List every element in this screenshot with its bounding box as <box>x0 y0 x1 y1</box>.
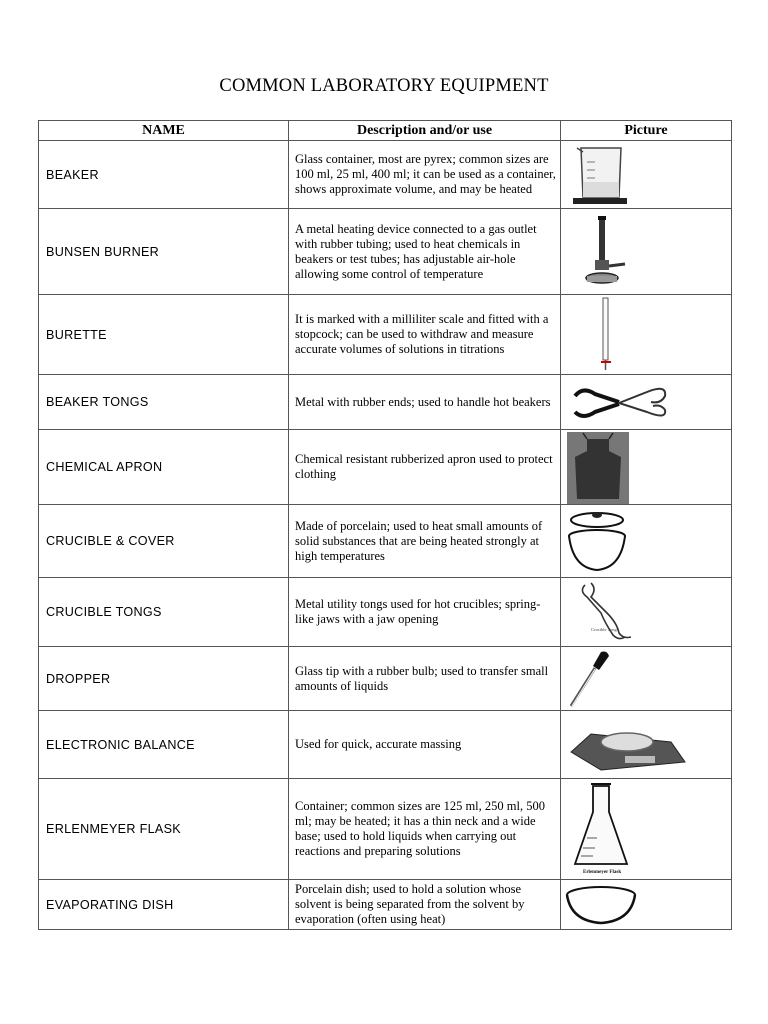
table-row <box>39 209 732 295</box>
equipment-description: Porcelain dish; used to hold a solution whose solvent is being separated from the solvent by evaporation (often using heat) <box>289 880 561 930</box>
equipment-picture <box>561 711 732 779</box>
equipment-name: CRUCIBLE TONGS <box>39 578 289 647</box>
table-row <box>39 505 732 578</box>
equipment-name: DROPPER <box>39 647 289 711</box>
table-row <box>39 141 732 209</box>
equipment-name: ELECTRONIC BALANCE <box>39 711 289 779</box>
table-row <box>39 880 732 930</box>
equipment-picture <box>561 430 732 505</box>
equipment-name: CRUCIBLE & COVER <box>39 505 289 578</box>
equipment-name: BURETTE <box>39 295 289 375</box>
equipment-description: Container; common sizes are 125 ml, 250 ml, 500 ml; may be heated; it has a thin neck and a wide base; used to hold liquids when carrying out reactions and preparing solutions <box>289 779 561 880</box>
equipment-description: Used for quick, accurate massing <box>289 711 561 779</box>
equipment-picture <box>561 505 732 578</box>
equipment-picture <box>561 880 732 930</box>
header-name: NAME <box>39 121 289 141</box>
equipment-name: BEAKER <box>39 141 289 209</box>
equipment-description: Chemical resistant rubberized apron used to protect clothing <box>289 430 561 505</box>
equipment-description: Glass container, most are pyrex; common sizes are 100 ml, 25 ml, 400 ml; it can be used as a container, shows approximate volume, and may be heated <box>289 141 561 209</box>
equipment-picture <box>561 141 732 209</box>
crucible-tongs-icon <box>561 579 731 646</box>
equipment-name: CHEMICAL APRON <box>39 430 289 505</box>
equipment-picture <box>561 578 732 647</box>
header-picture: Picture <box>561 121 732 141</box>
equipment-name: ERLENMEYER FLASK <box>39 779 289 880</box>
equipment-description: It is marked with a milliliter scale and fitted with a stopcock; can be used to withdraw and measure accurate volumes of solutions in titrations <box>289 295 561 375</box>
equipment-picture <box>561 375 732 430</box>
table-row <box>39 375 732 430</box>
apron-icon <box>561 431 731 504</box>
equipment-description: Glass tip with a rubber bulb; used to transfer small amounts of liquids <box>289 647 561 711</box>
evaporating-dish-icon <box>561 881 731 929</box>
beaker-icon <box>561 142 731 208</box>
beaker-tongs-icon <box>561 376 731 429</box>
balance-icon <box>561 712 731 778</box>
picture-caption: Crucible Tongs <box>591 626 619 632</box>
table-row <box>39 711 732 779</box>
header-description: Description and/or use <box>289 121 561 141</box>
page-title: COMMON LABORATORY EQUIPMENT <box>219 76 549 96</box>
equipment-name: BEAKER TONGS <box>39 375 289 430</box>
equipment-table <box>38 120 732 930</box>
crucible-icon <box>561 506 731 577</box>
equipment-description: Metal with rubber ends; used to handle hot beakers <box>289 375 561 430</box>
picture-caption: Erlenmeyer Flask <box>583 869 622 875</box>
table-row <box>39 578 732 647</box>
equipment-description: Metal utility tongs used for hot crucibles; spring-like jaws with a jaw opening <box>289 578 561 647</box>
equipment-picture <box>561 209 732 295</box>
dropper-icon <box>561 648 731 710</box>
equipment-name: BUNSEN BURNER <box>39 209 289 295</box>
equipment-picture <box>561 647 732 711</box>
table-row <box>39 779 732 880</box>
table-row <box>39 647 732 711</box>
table-header-row <box>39 121 732 141</box>
equipment-description: A metal heating device connected to a gas outlet with rubber tubing; used to heat chemicals in beakers or test tubes; has adjustable air-hole allowing some control of temperature <box>289 209 561 295</box>
erlenmeyer-flask-icon <box>561 780 731 879</box>
equipment-description: Made of porcelain; used to heat small amounts of solid substances that are being heated strongly at high temperatures <box>289 505 561 578</box>
equipment-name: EVAPORATING DISH <box>39 880 289 930</box>
table-row <box>39 295 732 375</box>
bunsen-burner-icon <box>561 210 731 294</box>
table-row <box>39 430 732 505</box>
burette-icon <box>561 296 731 374</box>
equipment-picture <box>561 779 732 880</box>
equipment-picture <box>561 295 732 375</box>
